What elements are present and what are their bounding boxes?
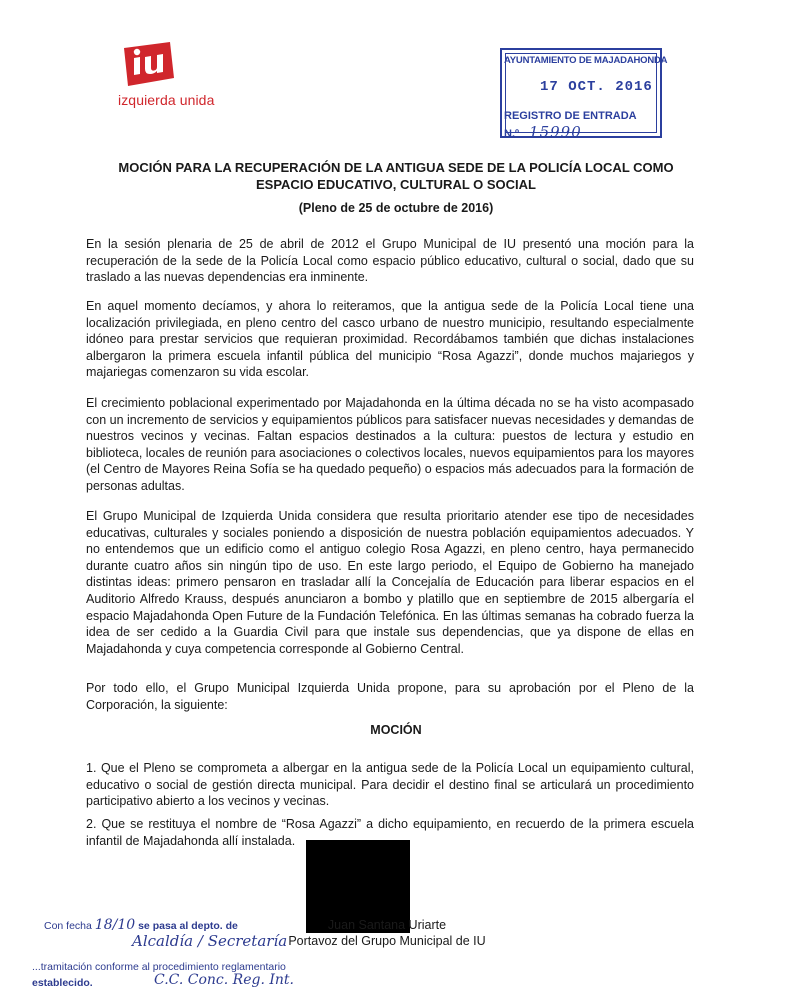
stamp-registry-label: REGISTRO DE ENTRADA [504,110,637,122]
note-prefix: Con fecha [44,920,92,932]
note-date-day: 18 [94,917,113,933]
stamp-number [504,123,582,141]
paragraph-5: Por todo ello, el Grupo Municipal Izquierda Unida propone, para su aprobación por el Pleno de la Corporación, la siguiente: [86,681,694,712]
routing-note-line-3: establecido. [32,977,93,989]
note-handwritten-cc: C.C. Conc. Reg. Int. [154,972,294,988]
document-subtitle: (Pleno de 25 de octubre de 2016) [298,201,494,215]
stamp-date: 17 OCT. 2016 [540,79,653,95]
note-suffix: se pasa al depto. de [138,920,238,932]
signatory-role: Portavoz del Grupo Municipal de IU [288,933,486,948]
motion-heading: MOCIÓN [370,723,422,737]
routing-note-line-1: Con fecha 18/10 se pasa al depto. de [44,917,238,933]
logo-text: izquierda unida [118,92,215,108]
motion-item-2: 2. Que se restituya el nombre de “Rosa Agazzi” a dicho equipamiento, en recuerdo de la primera escuela infantil de Majadahonda allí instalada. [86,817,694,848]
stamp-number-value: 15990 [529,123,582,141]
paragraph-1: En la sesión plenaria de 25 de abril de 2012 el Grupo Municipal de IU presentó una moción para la recuperación de la sede de la Policía Local como espacio público educativo, cultural o social, dado que su traslado a las nuevas dependencias era inminente. [86,237,694,285]
paragraph-3: El crecimiento poblacional experimentado por Majadahonda en la última década no se ha visto acompasado con un incremento de servicios y equipamientos públicos para satisfacer nuevas necesidades y demandas de nuestros vecinos y vecinas. Faltan espacios destinados a la cultura: puestos de lectura y estudio en biblioteca, locales de reunión para asociaciones o colectivos locales, nuevos equipamientos para los mayores (el Centro de Mayores Reina Sofía se ha quedado pequeño) o espacios más adecuados para la formación de personas adultas. [86,396,694,493]
motion-item-1: 1. Que el Pleno se comprometa a albergar en la antigua sede de la Policía Local un equipamiento cultural, educativo o social de gestión directa municipal. Para decidir el destino final se articulará un procedimiento participativo abierto a los vecinos y vecinas. [86,761,694,809]
note-date-month: 10 [117,917,136,933]
stamp-office: AYUNTAMIENTO DE MAJADAHONDA [504,55,668,66]
routing-note-line-2: ...tramitación conforme al procedimiento reglamentario [32,961,286,973]
registry-stamp [500,48,668,141]
paragraph-4: El Grupo Municipal de Izquierda Unida considera que resulta prioritario atender ese tipo de necesidades educativas, culturales y sociales poniendo a disposición de nuestra población equipamientos adecuados. Y no entendemos que un edificio como el antiguo colegio Rosa Agazzi, en pleno centro, haya permanecido durante cuatro años sin ningún tipo de uso. En este largo periodo, el Equipo de Gobierno ha manejado distintas ideas: primero pensaron en trasladar allí la Concejalía de Educación para liberar espacios en el Auditorio Alfredo Krauss, después anunciaron a bombo y platillo que en septiembre de 2015 albergaría el espacio Majadahonda Open Future de la Fundación Telefónica. En las últimas semanas ha cobrado fuerza la idea de ser cedido a la Guardia Civil para que instale sus dependencias, que ya dispone de ellas en Majadahonda y cuya competencia corresponde al Gobierno Central. [86,509,694,656]
izquierda-unida-logo [118,38,228,110]
stamp-number-label: N.º [504,128,520,140]
document-title: MOCIÓN PARA LA RECUPERACIÓN DE LA ANTIGUA SEDE DE LA POLICÍA LOCAL COMO ESPACIO EDUCATIVO, CULTURAL O SOCIAL [118,160,674,192]
iu-logo-mark-icon [118,38,176,88]
note-handwritten-dept: Alcaldía / Secretaría [132,932,288,950]
signatory-name: Juan Santana Uriarte [327,918,447,932]
paragraph-2: En aquel momento decíamos, y ahora lo reiteramos, que la antigua sede de la Policía Local tiene una localización privilegiada, en pleno centro del casco urbano de nuestro municipio, resultando especialmente idóneo para prestar servicios que requieran proximidad. Recordábamos también que dichas instalaciones albergaron la primera escuela infantil pública del municipio “Rosa Agazzi”, donde muchos majariegos y majariegas comenzaron su vida escolar. [86,299,694,380]
routing-note [32,913,352,1000]
